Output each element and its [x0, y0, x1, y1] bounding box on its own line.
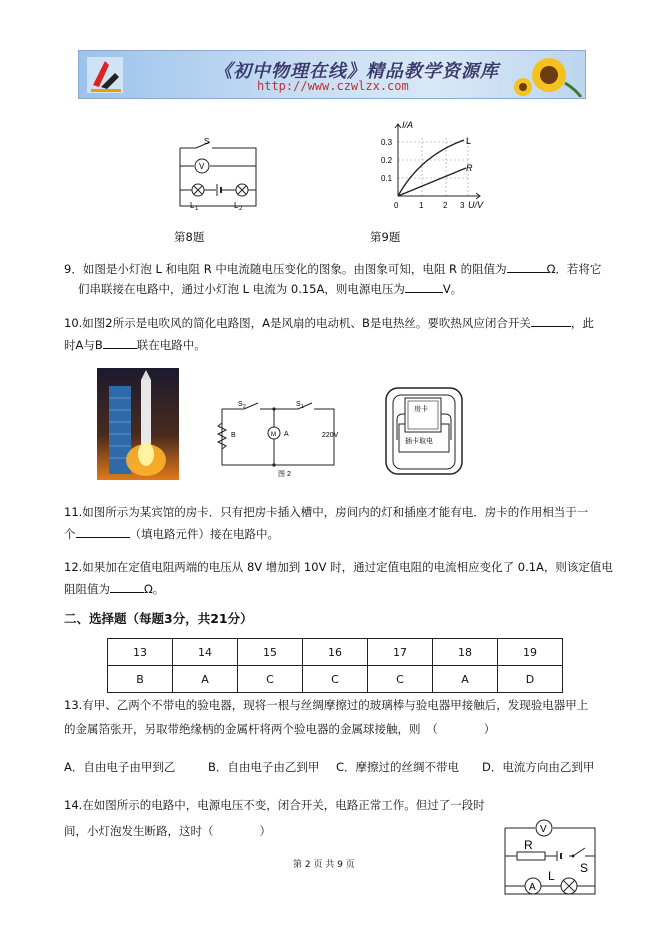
fig10-s1-label: S [296, 401, 301, 408]
fig10-s1-sub: 1 [301, 404, 304, 410]
fig9-xtick: 0 [394, 201, 399, 210]
table-cell: D [498, 666, 563, 693]
table-cell: 14 [173, 639, 238, 666]
header-banner [78, 50, 586, 99]
fig9-ytick: 0.2 [381, 156, 393, 165]
figure-10-circuit [212, 395, 346, 481]
table-cell: C [303, 666, 368, 693]
table-cell: 18 [433, 639, 498, 666]
question-11-line-1: 11.如图所示为某宾馆的房卡．只有把房卡插入槽中，房间内的灯和插座才能有电．房卡的作用相当于一 [64, 505, 589, 519]
q13-option-d: D．电流方向由乙到甲 [482, 760, 595, 774]
question-14-line-1: 14.在如图所示的电路中，电源电压不变，闭合开关，电路正常工作。但过了一段时 [64, 798, 485, 812]
table-cell: C [368, 666, 433, 693]
q11-text-2a: 个 [64, 527, 76, 541]
q13-option-c: C．摩擦过的丝绸不带电 [336, 760, 460, 774]
page-footer: 第 2 页 共 9 页 [293, 860, 355, 870]
q13-option-b: B．自由电子由乙到甲 [208, 760, 320, 774]
question-11-line-2 [64, 526, 279, 542]
q10-end: ，此 [570, 316, 594, 330]
q10-text: 10.如图2所示是电吹风的简化电路图，A是风扇的电动机、B是电热丝。要吹热风应闭合开关 [64, 316, 531, 330]
logo-icon [85, 55, 125, 95]
fig8-voltmeter-label: V [199, 162, 205, 171]
table-cell: 19 [498, 639, 563, 666]
q10-blank-1 [531, 316, 571, 327]
fig8-lamp1-sub: 1 [195, 206, 199, 212]
answer-table-numbers-row [108, 639, 563, 666]
table-cell: B [108, 666, 173, 693]
table-cell: 16 [303, 639, 368, 666]
banner-url: http://www.czwlzx.com [257, 79, 409, 93]
fig10-s2-label: S [238, 401, 243, 408]
figure-11-room-card [383, 380, 465, 476]
fig10-caption: 图 2 [278, 471, 291, 478]
question-13-line-2: 的金属箔张开，另取带绝缘柄的金属杆将两个验电器的金属球接触，则 （ ） [64, 722, 496, 736]
fig9-curve-R-label: R [466, 163, 473, 173]
q11-blank [76, 527, 130, 538]
q10-text-2b: 联在电路中。 [136, 338, 206, 352]
figure-9-caption: 第9题 [370, 230, 401, 244]
figure-8-circuit [168, 130, 268, 212]
table-cell: 15 [238, 639, 303, 666]
question-13-line-1: 13.有甲、乙两个不带电的验电器，现将一根与丝绸摩擦过的玻璃棒与验电器甲接触后，发现验电器甲上 [64, 698, 589, 712]
question-10-line-2 [64, 337, 206, 353]
answer-table-answers-row [108, 666, 563, 693]
question-9-line-2 [78, 281, 462, 297]
fig9-ytick: 0.1 [381, 174, 393, 183]
fig9-curve-L-label: L [466, 136, 472, 146]
figure-8-caption: 第8题 [174, 230, 205, 244]
q9-unit-2: V。 [442, 282, 463, 296]
fig8-lamp2-sub: 2 [239, 206, 243, 212]
q10-blank-2 [103, 338, 137, 349]
fig11-slot-label: 插卡取电 [405, 438, 433, 445]
fig8-lamp2-label: L [234, 201, 239, 210]
q12-text-2b: Ω。 [144, 582, 165, 596]
fig9-ytick: 0.3 [381, 138, 393, 147]
table-cell: 17 [368, 639, 433, 666]
table-cell: C [238, 666, 303, 693]
fig14-voltmeter-label: V [540, 824, 547, 835]
question-10-line-1 [64, 315, 594, 331]
fig11-card-label: 房卡 [414, 406, 428, 413]
fig10-motor-label: M [271, 432, 276, 438]
fig10-motor-name: A [284, 431, 289, 438]
figure-9-graph [370, 116, 492, 216]
fig14-switch-label: S [580, 861, 589, 875]
q9-text-2: 们串联接在电路中，通过小灯泡 L 电流为 0.15A，则电源电压为 [78, 282, 405, 296]
fig8-lamp1-label: L [190, 201, 195, 210]
figure-14-circuit [499, 818, 601, 902]
fig14-resistor-label: R [524, 838, 533, 852]
section-2-heading: 二、选择题（每题3分，共21分） [64, 611, 253, 626]
fig10-s2-sub: 2 [243, 404, 246, 410]
q9-unit-1: Ω．若将它 [546, 262, 602, 276]
sunflower-icon [509, 53, 583, 97]
q11-text-2b: （填电路元件）接在电路中。 [129, 527, 279, 541]
question-12-line-1: 12.如果加在定值电阻两端的电压从 8V 增加到 10V 时，通过定值电阻的电流相应变化了 0.1A，则该定值电 [64, 560, 613, 574]
fig8-switch-label: S [204, 137, 210, 146]
fig9-x-axis-label: U/V [468, 200, 484, 210]
banner-title: 《初中物理在线》精品教学资源库 [214, 61, 499, 82]
q9-blank-2 [405, 282, 443, 293]
q10-text-2a: 时A与B [64, 338, 103, 352]
fig10-voltage-label: 220V [322, 432, 339, 439]
question-12-line-2 [64, 581, 164, 597]
fig9-xtick: 1 [419, 201, 424, 210]
q13-option-a: A．自由电子由甲到乙 [64, 760, 176, 774]
q9-text: 9．如图是小灯泡 L 和电阻 R 中电流随电压变化的图象。由图象可知，电阻 R 的阻值为 [64, 262, 507, 276]
fig9-xtick: 2 [443, 201, 448, 210]
rocket-launch-photo [97, 368, 179, 480]
fig9-y-axis-label: I/A [402, 120, 414, 130]
fig9-xtick: 3 [460, 201, 465, 210]
q9-blank-1 [507, 262, 547, 273]
question-14-line-2: 间，小灯泡发生断路，这时（ ） [64, 824, 271, 838]
fig14-ammeter-label: A [529, 882, 536, 893]
table-cell: 13 [108, 639, 173, 666]
table-cell: A [433, 666, 498, 693]
question-9-line-1 [64, 261, 601, 277]
q12-text-2a: 阻阻值为 [64, 582, 110, 596]
answer-table [107, 638, 563, 693]
table-cell: A [173, 666, 238, 693]
fig14-lamp-label: L [548, 869, 555, 883]
q12-blank [110, 582, 144, 593]
fig10-heater-label: B [231, 432, 236, 439]
